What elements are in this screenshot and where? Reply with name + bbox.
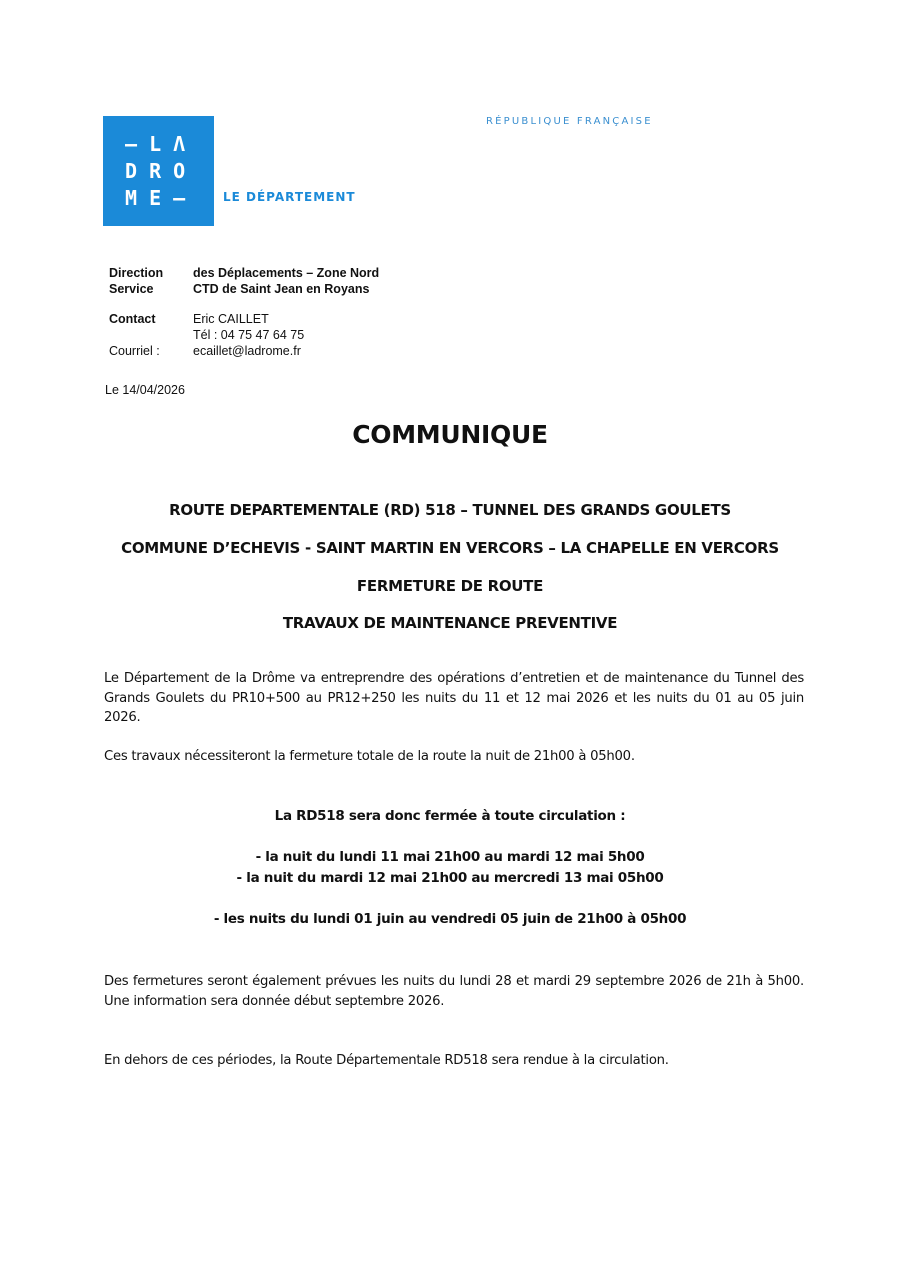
heading-closure: FERMETURE DE ROUTE xyxy=(356,577,544,595)
september-paragraph: Des fermetures seront également prévues les nuits du lundi 28 et mardi 29 septembre 2026 de 21h à 5h00. Une information sera donnée début septembre 2026. xyxy=(104,974,804,1009)
service-label: Service xyxy=(109,282,154,296)
document-title: COMMUNIQUE xyxy=(352,420,548,449)
direction-value: des Déplacements – Zone Nord xyxy=(193,266,380,280)
heading-works: TRAVAUX DE MAINTENANCE PREVENTIVE xyxy=(282,614,618,632)
service-value: CTD de Saint Jean en Royans xyxy=(193,282,370,296)
closed-heading: La RD518 sera donc fermée à toute circulation : xyxy=(274,808,626,824)
closure-night-2: - la nuit du mardi 12 mai 21h00 au mercredi 13 mai 05h00 xyxy=(236,870,664,886)
intro-paragraph: Le Département de la Drôme va entreprendre des opérations d’entretien et de maintenance du Tunnel des Grands Goulets du PR10+500 au PR12+250 les nuits du 11 et 12 mai 2026 et les nuits du 01 au 05 juin 2026. xyxy=(104,671,804,725)
logo-line-1: – L Λ xyxy=(125,132,186,156)
logo-line-2: D R O xyxy=(125,159,186,183)
heading-commune: COMMUNE D’ECHEVIS - SAINT MARTIN EN VERCORS – LA CHAPELLE EN VERCORS xyxy=(121,539,779,557)
document-date: Le 14/04/2026 xyxy=(105,383,185,397)
closure-nights-june: - les nuits du lundi 01 juin au vendredi 05 juin de 21h00 à 05h00 xyxy=(213,911,687,927)
contact-phone: Tél : 04 75 47 64 75 xyxy=(193,328,305,342)
logo-line-3: M E – xyxy=(125,186,186,210)
contact-label: Contact xyxy=(109,312,156,326)
closure-night-1: - la nuit du lundi 11 mai 21h00 au mardi 12 mai 5h00 xyxy=(255,849,645,865)
republique-francaise-text: RÉPUBLIQUE FRANÇAISE xyxy=(486,116,653,127)
courriel-value: ecaillet@ladrome.fr xyxy=(193,344,301,358)
courriel-label: Courriel : xyxy=(109,344,160,358)
outside-periods-paragraph: En dehors de ces périodes, la Route Départementale RD518 sera rendue à la circulation. xyxy=(104,1053,669,1068)
sender-info xyxy=(109,265,509,365)
heading-road: ROUTE DEPARTEMENTALE (RD) 518 – TUNNEL DES GRANDS GOULETS xyxy=(169,501,731,519)
logo-department-text: LE DÉPARTEMENT xyxy=(223,190,356,204)
closure-paragraph: Ces travaux nécessiteront la fermeture totale de la route la nuit de 21h00 à 05h00. xyxy=(104,749,635,764)
la-drome-logo xyxy=(103,116,214,226)
contact-name: Eric CAILLET xyxy=(193,312,269,326)
direction-label: Direction xyxy=(109,266,164,280)
